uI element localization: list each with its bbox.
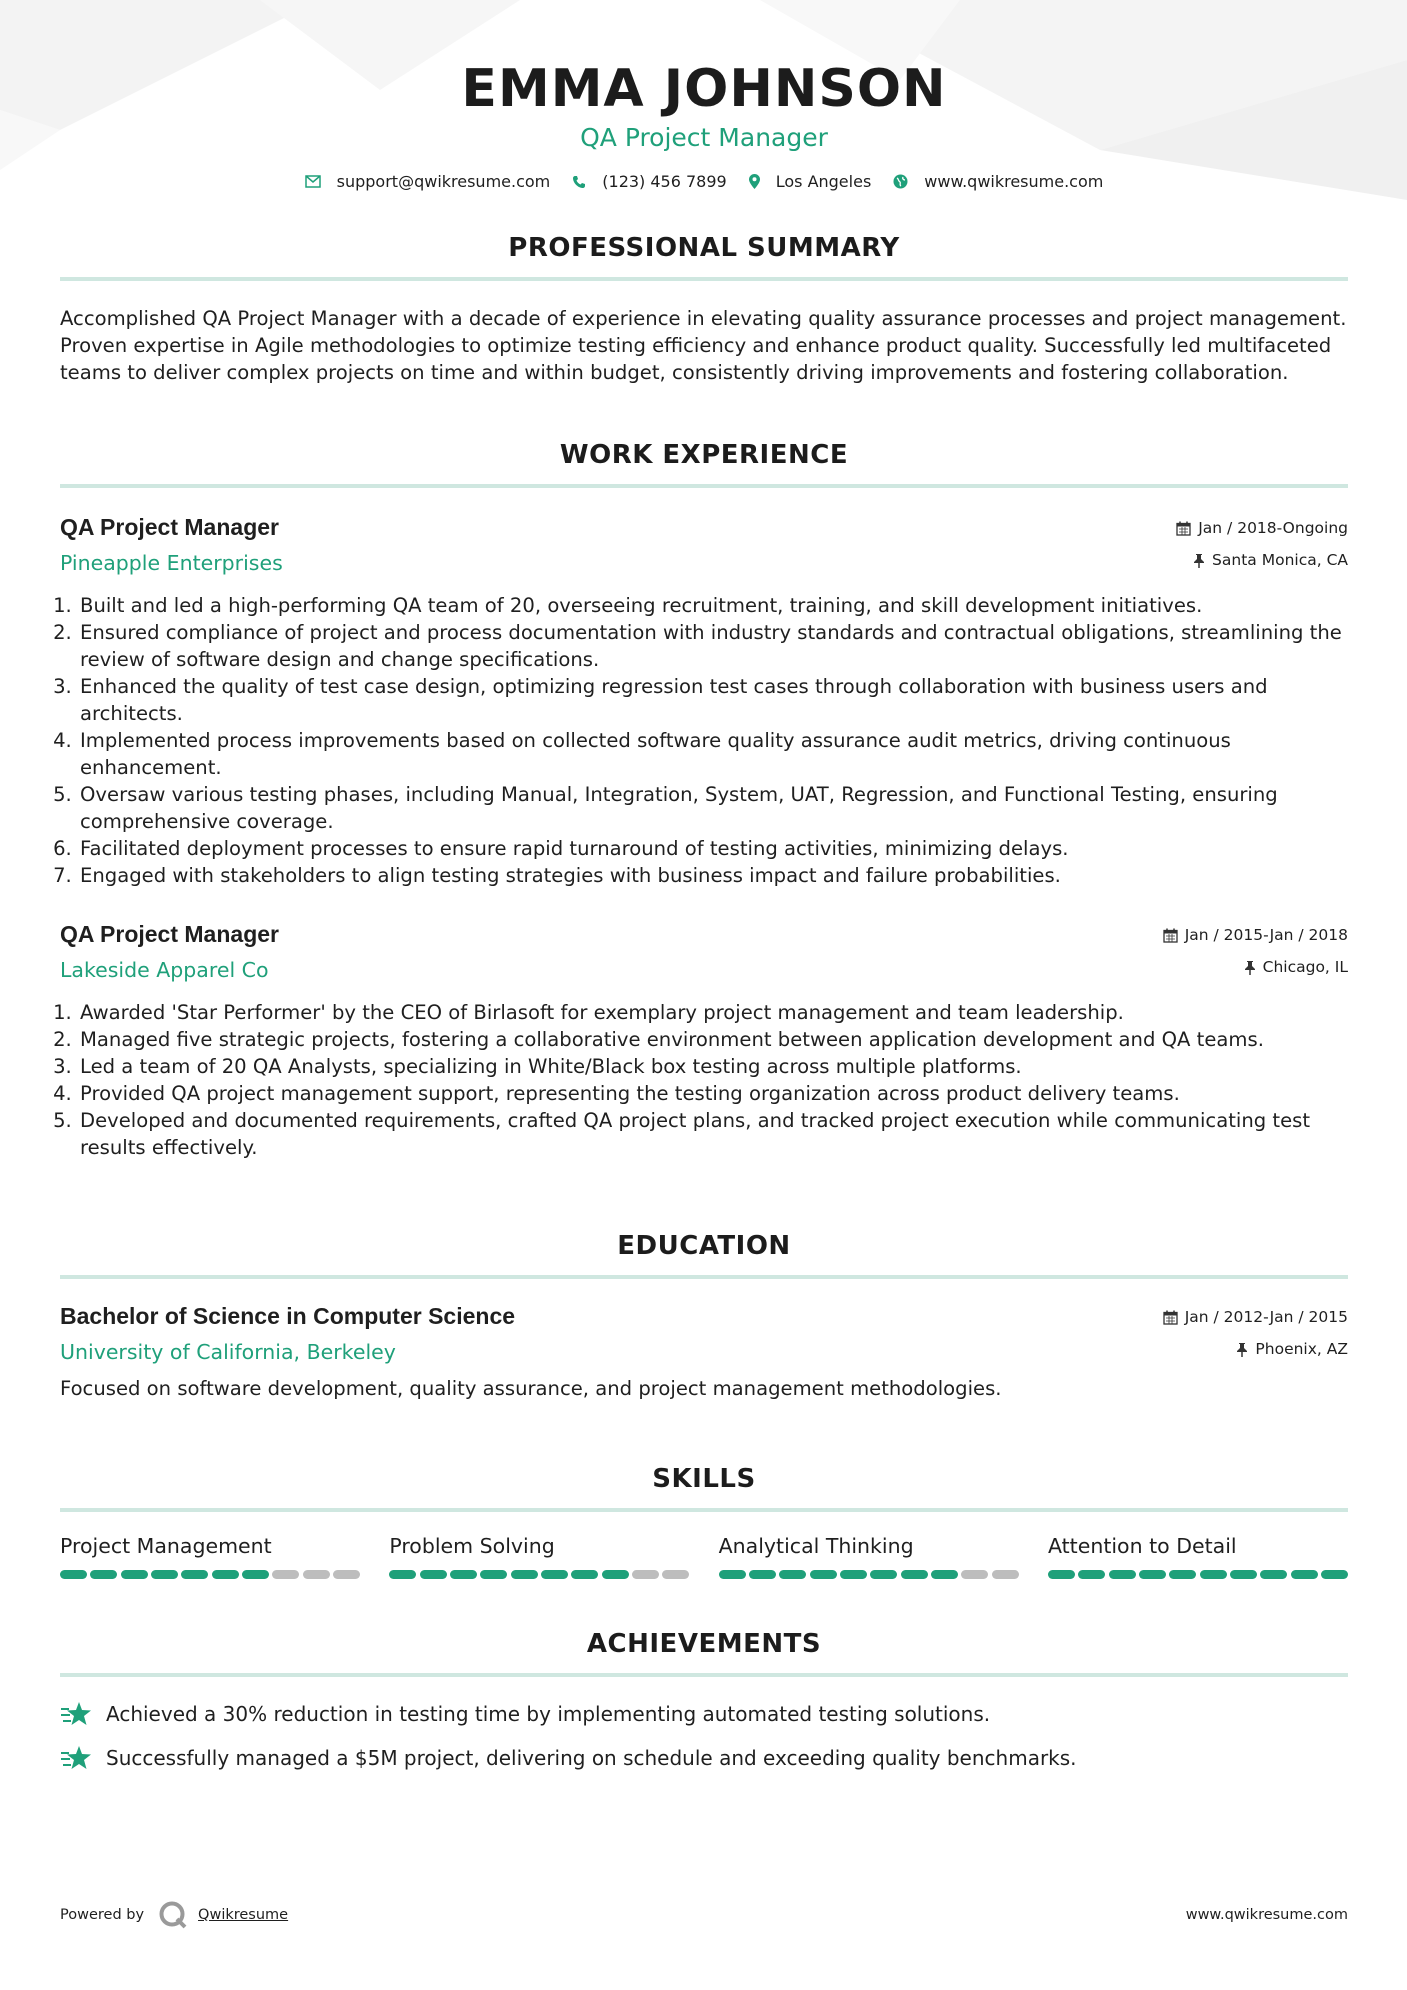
skill-level-segment-filled xyxy=(242,1570,269,1579)
duty-item: 1. Built and led a high-performing QA team of 20, overseeing recruitment, training, and skill development initiatives. xyxy=(78,592,1348,619)
job-duties-list xyxy=(60,999,1348,1161)
achievement-item xyxy=(60,1701,1348,1727)
duty-item: 4. Provided QA project management support, representing the testing organization across product delivery teams. xyxy=(78,1080,1348,1107)
duty-item: 6. Facilitated deployment processes to ensure rapid turnaround of testing activities, minimizing delays. xyxy=(78,835,1348,862)
education-entry xyxy=(60,1301,1348,1402)
skill-level-segment-filled xyxy=(1169,1570,1196,1579)
skill-level-segment-filled xyxy=(1048,1570,1075,1579)
skill-level-segment-filled xyxy=(749,1570,776,1579)
skill-level-segment-filled xyxy=(1200,1570,1227,1579)
education-heading: EDUCATION xyxy=(617,1231,791,1261)
contact-email[interactable] xyxy=(305,172,551,191)
achievement-item xyxy=(60,1745,1348,1771)
duty-item: 7. Engaged with stakeholders to align testing strategies with business impact and failure probabilities. xyxy=(78,862,1348,889)
job-company: Pineapple Enterprises xyxy=(60,551,283,575)
skill-level-segment-filled xyxy=(151,1570,178,1579)
qwikresume-link[interactable]: Qwikresume xyxy=(198,1907,289,1923)
skill-name: Attention to Detail xyxy=(1047,1534,1237,1558)
skill-level-segment-filled xyxy=(571,1570,598,1579)
star-icon xyxy=(60,1701,92,1727)
education-dates xyxy=(1163,1301,1348,1333)
skill-name: Project Management xyxy=(60,1534,272,1558)
experience-heading: WORK EXPERIENCE xyxy=(559,440,849,470)
skill-level-segment-empty xyxy=(632,1570,659,1579)
duty-item: 1. Awarded 'Star Performer' by the CEO of Birlasoft for exemplary project management and team leadership. xyxy=(78,999,1348,1026)
skill-level-bar xyxy=(1048,1570,1348,1579)
qwikresume-logo-icon xyxy=(158,1900,188,1930)
skill-item xyxy=(719,1532,1019,1579)
education-dates-text: Jan / 2012-Jan / 2015 xyxy=(1184,1308,1348,1326)
star-icon xyxy=(60,1745,92,1771)
school-name: University of California, Berkeley xyxy=(60,1340,396,1364)
candidate-role: QA Project Manager xyxy=(580,123,828,152)
skill-level-segment-empty xyxy=(333,1570,360,1579)
education-section xyxy=(60,1229,1348,1402)
calendar-icon xyxy=(1163,1310,1178,1325)
skill-level-segment-filled xyxy=(1078,1570,1105,1579)
education-location xyxy=(1163,1333,1348,1365)
education-description: Focused on software development, quality assurance, and project management methodologies. xyxy=(60,1377,1002,1400)
duty-item: 2. Ensured compliance of project and process documentation with industry standards and contractual obligations, streamlining the review of software design and change specifications. xyxy=(78,619,1348,673)
pushpin-icon xyxy=(1236,1342,1248,1357)
job-entry xyxy=(60,512,1348,889)
job-dates xyxy=(1176,512,1348,544)
skill-level-segment-empty xyxy=(303,1570,330,1579)
summary-text: Accomplished QA Project Manager with a decade of experience in elevating quality assurance processes and project management. Proven expertise in Agile methodologies to optimize testing efficiency and enhance product quality. Successfully led multifaceted teams to deliver complex projects on time and within budget, consistently driving improvements and fostering collaboration. xyxy=(60,307,1347,384)
skills-divider xyxy=(60,1508,1348,1512)
job-company: Lakeside Apparel Co xyxy=(60,958,269,982)
pushpin-icon xyxy=(1244,960,1256,975)
duty-item: 5. Oversaw various testing phases, including Manual, Integration, System, UAT, Regression, and Functional Testing, ensuring comprehensive coverage. xyxy=(78,781,1348,835)
duty-item: 3. Enhanced the quality of test case design, optimizing regression test cases through collaboration with business users and architects. xyxy=(78,673,1348,727)
skill-level-segment-filled xyxy=(602,1570,629,1579)
job-location-text: Santa Monica, CA xyxy=(1212,551,1348,569)
skills-section xyxy=(60,1462,1348,1579)
achievements-divider xyxy=(60,1673,1348,1677)
job-title: QA Project Manager xyxy=(60,514,279,540)
skill-level-segment-filled xyxy=(420,1570,447,1579)
experience-section xyxy=(60,438,1348,1161)
skill-level-bar xyxy=(389,1570,689,1579)
skills-heading: SKILLS xyxy=(652,1464,756,1494)
envelope-icon xyxy=(305,175,321,188)
contact-location-text: Los Angeles xyxy=(775,172,872,191)
page-footer xyxy=(60,1900,1348,1930)
resume-page xyxy=(60,0,1348,1990)
skill-level-segment-filled xyxy=(931,1570,958,1579)
duty-item: 4. Implemented process improvements based on collected software quality assurance audit metrics, driving continuous enhancement. xyxy=(78,727,1348,781)
contact-email-text: support@qwikresume.com xyxy=(336,172,551,191)
contact-bar xyxy=(60,172,1348,191)
skill-level-segment-filled xyxy=(1321,1570,1348,1579)
job-title: QA Project Manager xyxy=(60,921,279,947)
skill-level-segment-filled xyxy=(901,1570,928,1579)
experience-divider xyxy=(60,484,1348,488)
job-dates-text: Jan / 2018-Ongoing xyxy=(1198,519,1348,537)
candidate-name: EMMA JOHNSON xyxy=(461,59,947,119)
skill-level-segment-filled xyxy=(121,1570,148,1579)
job-dates-text: Jan / 2015-Jan / 2018 xyxy=(1184,926,1348,944)
powered-by xyxy=(60,1900,288,1930)
powered-by-label: Powered by xyxy=(60,1907,145,1923)
summary-section xyxy=(60,231,1348,386)
skill-name: Analytical Thinking xyxy=(718,1534,914,1558)
duty-item: 3. Led a team of 20 QA Analysts, specializing in White/Black box testing across multiple platforms. xyxy=(78,1053,1348,1080)
contact-website[interactable] xyxy=(893,172,1103,191)
skill-level-segment-filled xyxy=(1260,1570,1287,1579)
skill-level-bar xyxy=(60,1570,360,1579)
skills-grid xyxy=(60,1532,1348,1579)
skill-name: Problem Solving xyxy=(389,1534,555,1558)
summary-heading: PROFESSIONAL SUMMARY xyxy=(508,233,900,263)
calendar-icon xyxy=(1176,521,1191,536)
skill-level-segment-empty xyxy=(272,1570,299,1579)
skill-level-segment-empty xyxy=(961,1570,988,1579)
skill-level-segment-filled xyxy=(389,1570,416,1579)
skill-level-segment-filled xyxy=(779,1570,806,1579)
summary-divider xyxy=(60,277,1348,281)
contact-phone[interactable] xyxy=(572,172,726,191)
pushpin-icon xyxy=(1193,553,1205,568)
duty-item: 2. Managed five strategic projects, fostering a collaborative environment between application development and QA teams. xyxy=(78,1026,1348,1053)
skill-level-segment-filled xyxy=(450,1570,477,1579)
skill-level-segment-filled xyxy=(90,1570,117,1579)
skill-item xyxy=(389,1532,689,1579)
footer-url[interactable]: www.qwikresume.com xyxy=(1185,1907,1348,1923)
skill-level-bar xyxy=(719,1570,1019,1579)
skill-level-segment-filled xyxy=(212,1570,239,1579)
map-pin-icon xyxy=(749,174,760,189)
job-location xyxy=(1163,951,1348,983)
resume-header xyxy=(60,0,1348,191)
skill-level-segment-filled xyxy=(480,1570,507,1579)
skill-level-segment-filled xyxy=(719,1570,746,1579)
contact-phone-text: (123) 456 7899 xyxy=(602,172,727,191)
skill-level-segment-filled xyxy=(1139,1570,1166,1579)
degree-title: Bachelor of Science in Computer Science xyxy=(60,1303,516,1329)
job-dates xyxy=(1163,919,1348,951)
job-entry xyxy=(60,919,1348,1161)
duty-item: 5. Developed and documented requirements, crafted QA project plans, and tracked project execution while communicating test results effectively. xyxy=(78,1107,1348,1161)
skill-level-segment-filled xyxy=(541,1570,568,1579)
phone-icon xyxy=(572,175,586,189)
skill-level-segment-filled xyxy=(870,1570,897,1579)
globe-icon xyxy=(893,174,908,189)
education-location-text: Phoenix, AZ xyxy=(1255,1340,1348,1358)
skill-level-segment-empty xyxy=(662,1570,689,1579)
contact-location xyxy=(749,172,872,191)
calendar-icon xyxy=(1163,928,1178,943)
skill-level-segment-filled xyxy=(810,1570,837,1579)
education-divider xyxy=(60,1275,1348,1279)
achievement-text: Achieved a 30% reduction in testing time by implementing automated testing solutions. xyxy=(106,1702,991,1726)
skill-item xyxy=(60,1532,360,1579)
skill-level-segment-empty xyxy=(992,1570,1019,1579)
skill-level-segment-filled xyxy=(1291,1570,1318,1579)
job-location xyxy=(1176,544,1348,576)
contact-website-text: www.qwikresume.com xyxy=(924,172,1104,191)
skill-level-segment-filled xyxy=(181,1570,208,1579)
achievement-text: Successfully managed a $5M project, delivering on schedule and exceeding quality benchmarks. xyxy=(106,1746,1077,1770)
skill-level-segment-filled xyxy=(511,1570,538,1579)
job-duties-list xyxy=(60,592,1348,889)
job-location-text: Chicago, IL xyxy=(1262,958,1348,976)
achievements-heading: ACHIEVEMENTS xyxy=(586,1629,822,1659)
skill-level-segment-filled xyxy=(840,1570,867,1579)
skill-level-segment-filled xyxy=(1230,1570,1257,1579)
achievements-section xyxy=(60,1627,1348,1771)
skill-level-segment-filled xyxy=(1109,1570,1136,1579)
skill-level-segment-filled xyxy=(60,1570,87,1579)
skill-item xyxy=(1048,1532,1348,1579)
